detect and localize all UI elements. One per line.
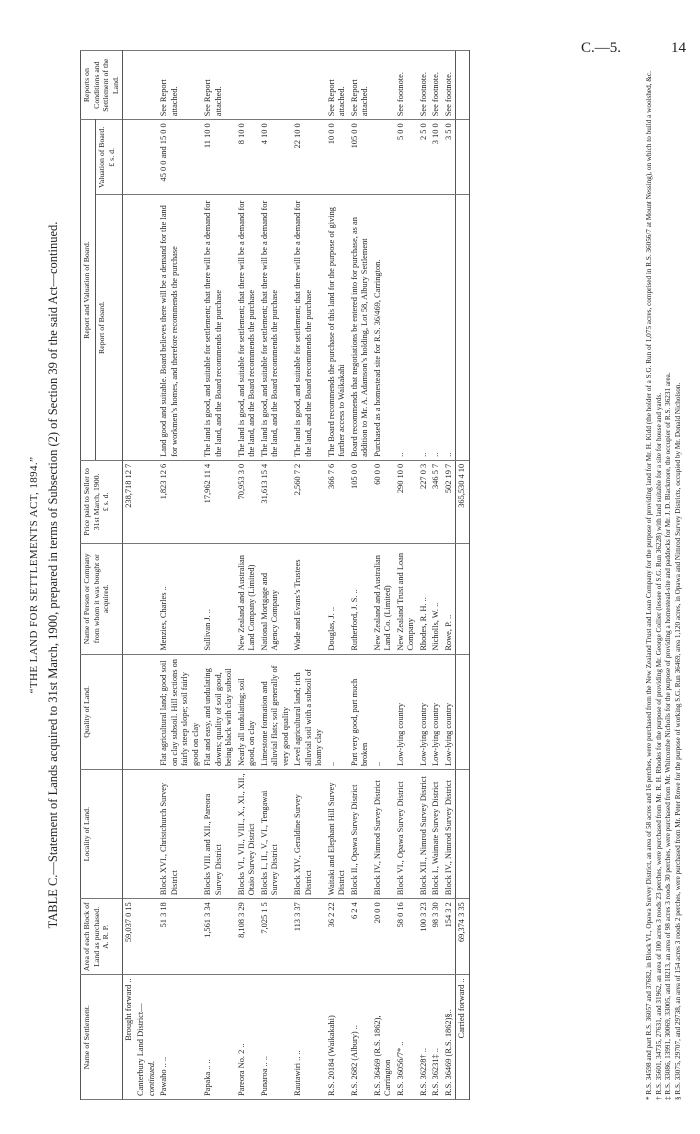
section-heading-row [135,51,158,1100]
table-row [372,51,395,1100]
area-cell: 51 3 18 [158,899,202,975]
valuation-cell: 3 5 0 [443,120,456,195]
price-cell: 105 0 0 [349,460,372,543]
footnote: * R.S. 34598 and part R.S. 36057 and 37682, in Block VI., Opawa Survey District, an area of 58 acres and 16 perches, were purchased from the New Zealand Trust and Loan Company for the purpose of providing land for Mr. H. Kidd (the holder of a S.G. Run of 1,075 acres, comprised in R.S. 36056/7 at Mount Nessing), on which to build a woolshed, &c. [645,71,653,1100]
price-cell: 17,962 11 4 [202,460,236,543]
area-units: A. R. P. [101,924,111,949]
quality-cell: Low-lying country [418,654,431,769]
carried-forward-area: 69,374 3 35 [456,899,470,975]
table-row [202,51,236,1100]
quality-cell: Limestone formation and alluvial flats; soil generally of very good quality [259,654,293,769]
col-header-valuation: Valuation of Board. £ s. d. [96,120,123,195]
report-cell: Board recommends that negotiations be entered into for purchase, as an addition to Mr. A. Adamson’s holding, Lot 58, Albury Settlement [349,195,372,460]
locality-cell: Block IV., Nimrod Survey District [372,770,395,899]
valuation-cell: 2 5 0 [418,120,431,195]
valuation-cell: 8 10 0 [236,120,259,195]
document-code: C.—5. [581,40,622,56]
valuation-cell: 105 0 0 [349,120,372,195]
conditions-cell: See Report attached. [349,51,372,120]
footnote: ‡ R.S. 33086, 13991, 30069, 33005, and 18213, an area of 98 acres 3 roods 30 perches, were purchased from Mr. Whitcombe Nicholls for the purpose of providing a homestead-site and paddocks for Mr. J. D. Blackmore, the occupier of R.S. 36231 area. [664,372,673,1100]
report-cell: Land good and suitable. Board believes there will be a demand for the land for workmen’s homes, and therefore recommends the purchase [158,195,202,460]
report-cell: The land is good, and suitable for settlement; that there will be a demand for the land, and the Board recommends the purchase [202,195,236,460]
conditions-cell [372,51,395,120]
seller-cell: Douglas, J. .. [326,543,349,654]
locality-cell: Block IV., Nimrod Survey District [443,770,456,899]
table-row [349,51,372,1100]
price-cell: 2,560 7 2 [292,460,326,543]
col-header-report-group: Report and Valuation of Board. [81,120,96,461]
col-header-area: Area of each Block of Land as purchased. A. R. P. [81,899,123,975]
col-header-price: Price paid to Seller to 31st March, 1900. £ s. d. [81,460,123,543]
quality-cell: Part very good, part much broken [349,654,372,769]
table-row [236,51,259,1100]
col-header-report: Report of Board. [96,195,123,460]
price-cell: 1,823 12 6 [158,460,202,543]
report-cell: Purchased as a homestead site for R.S. 36/469, Carrington. [372,195,395,460]
area-cell: 113 3 37 [292,899,326,975]
locality-cell: Waitaki and Elephant Hill Survey District [326,770,349,899]
brought-forward-area: 59,037 0 15 [122,899,135,975]
quality-cell: Low-lying country [430,654,443,769]
price-cell: 70,953 3 0 [236,460,259,543]
conditions-cell: See Report attached. [326,51,349,120]
quality-cell: Nearly all undulating; soil good, on clay [236,654,259,769]
table-row [292,51,326,1100]
settlement-name: R.S. 36056/7* .. [395,975,418,1100]
conditions-cell: See Report attached. [158,51,202,120]
price-cell: 227 0 3 [418,460,431,543]
report-cell: The land is good, and suitable for settlement; that there will be a demand for the land, and the Board recommends the purchase [259,195,293,460]
quality-cell: .. [372,654,395,769]
locality-cell: Block II., Opawa Survey District [349,770,372,899]
valuation-cell: 45 0 0 and 15 0 0 [158,120,202,195]
locality-cell: Block XIV., Geraldine Survey District [292,770,326,899]
settlement-name: Pareora No. 2 .. [236,975,259,1100]
quality-cell: Low-lying country [443,654,456,769]
report-cell: The land is good, and suitable for settlement; that there will be a demand for the land, and the Board recommends the purchase [292,195,326,460]
carried-forward-label: Carried forward .. [456,975,470,1100]
col-header-quality: Quality of Land. [81,654,123,769]
col-header-locality: Locality of Land. [81,770,123,899]
locality-cell: Block XII., Nimrod Survey District [418,770,431,899]
col-header-conditions: Reports on Conditions and Settlement of the Land. [81,51,123,120]
quality-cell: Flat agricultural land; good soil on clay subsoil. Hill sections on fairly steep slope; soil fairly good on clay [158,654,202,769]
table-row [158,51,202,1100]
seller-cell: New Zealand Trust and Loan Company [395,543,418,654]
report-cell: The land is good, and suitable for settlement; that there will be a demand for the land, and the Board recommends the purchase [236,195,259,460]
seller-cell: New Zealand and Australian Land Company (Limited) [236,543,259,654]
col-header-seller: Name of Person or Company from whom it was bought or acquired. [81,543,123,654]
seller-cell: Sullivan J. .. [202,543,236,654]
locality-cell: Blocks I., II., V., VI., Tengawai Survey District [259,770,293,899]
conditions-cell: See footnote. [443,51,456,120]
conditions-cell [259,51,293,120]
table-title: TABLE C.—Statement of Lands acquired to 31st March, 1900, prepared in terms of Subsection (2) of Section 39 of the said Act—continued. [46,221,60,929]
quality-cell: Level agricultural land; rich alluvial soil with a subsoil of loamy clay [292,654,326,769]
settlement-name: R.S. 2682 (Albury) .. [349,975,372,1100]
area-cell: 6 2 4 [349,899,372,975]
table-row [259,51,293,1100]
col-header-name: Name of Settlement. [81,975,123,1100]
settlement-name: R.S. 36228† .. [418,975,431,1100]
price-cell: 60 0 0 [372,460,395,543]
settlement-name: Rautawiri .. .. [292,975,326,1100]
locality-cell: Block VI., Opawa Survey District [395,770,418,899]
quality-cell: .. [326,654,349,769]
price-cell: 290 10 0 [395,460,418,543]
valuation-cell: 5 0 0 [395,120,418,195]
act-title: “THE LAND FOR SETTLEMENTS ACT, 1894.” [28,456,40,694]
report-cell: .. [443,195,456,460]
seller-cell: Menzies, Charles .. [158,543,202,654]
area-cell: 7,025 1 5 [259,899,293,975]
carried-forward-price: 365,530 4 10 [456,460,470,543]
area-cell: 100 3 23 [418,899,431,975]
settlement-name: R.S. 36469 (R.S. 1862)§.. [443,975,456,1100]
quality-cell: Flat and easy, and undulating downs; quality of soil good, being black with clay subsoil [202,654,236,769]
area-cell: 98 3 30 [430,899,443,975]
carried-forward-row [456,51,470,1100]
footnotes [645,50,684,1100]
seller-cell: Rutherford, J. S. .. [349,543,372,654]
price-cell: 346 5 7 [430,460,443,543]
valuation-cell: 11 10 0 [202,120,236,195]
locality-cell: Block XVI., Christchurch Survey District [158,770,202,899]
locality-cell: Blocks VIII. and XII., Pareora Survey District [202,770,236,899]
price-cell: 31,613 15 4 [259,460,293,543]
report-cell: .. [395,195,418,460]
seller-cell: Nicholls, W. .. [430,543,443,654]
valuation-cell: 4 10 0 [259,120,293,195]
valuation-units: £ s. d. [106,148,116,167]
seller-cell: Rhodes, R. H. .. [418,543,431,654]
seller-cell: Wade and Evans’s Trustees [292,543,326,654]
table-row [443,51,456,1100]
report-cell: .. [430,195,443,460]
report-cell: The Board recommends the purchase of this land for the purpose of giving further access to Waikakahi [326,195,349,460]
locality-cell: Block I., Waimate Survey District [430,770,443,899]
settlement-name: Pawaho .. .. [158,975,202,1100]
section-continued: continued. [146,1060,156,1096]
conditions-cell [236,51,259,120]
table-row [326,51,349,1100]
settlement-name: Punaroa .. .. [259,975,293,1100]
seller-cell: Rowe, P. .. [443,543,456,654]
price-units: £ s. d. [101,492,111,512]
brought-forward-label: Brought forward .. [122,975,135,1100]
conditions-cell: See footnote. [430,51,443,120]
footnote: § R.S. 33075, 29707, and 29738, an area of 154 acres 3 roods 2 perches, were purchased from Mr. Peter Rowe for the purpose of working S.G. Run 36469, area 1,120 acres, in Opawa and Nimrod Survey Districts, occupied by Mr. Donald Nicholson. [674,382,683,1100]
area-cell: 8,108 3 29 [236,899,259,975]
conditions-cell: See footnote. [395,51,418,120]
footnote: † R.S. 35601, 34735, 27631, and 31962, an area of 100 acres 3 roods 23 perches, were purchased from Mr. R. H. Rhodes for the purpose of providing Mr. George Collier (lessee of S.G. Run 36228) with land suitable for a site for house and yards. [654,392,663,1100]
table-row [395,51,418,1100]
valuation-cell [372,120,395,195]
seller-cell: National Mortgage and Agency Company [259,543,293,654]
brought-forward-price: 238,718 12 7 [122,460,135,543]
area-cell: 154 3 2 [443,899,456,975]
valuation-cell: 22 10 0 [292,120,326,195]
price-cell: 366 7 6 [326,460,349,543]
brought-forward-row [122,51,135,1100]
settlement-name: R.S. 20184 (Waikakahi) [326,975,349,1100]
valuation-cell: 10 0 0 [326,120,349,195]
page-number: 14 [671,40,686,56]
conditions-cell: See Report attached. [202,51,236,120]
table-row [418,51,431,1100]
conditions-cell: See footnote. [418,51,431,120]
quality-cell: Low-lying country [395,654,418,769]
seller-cell: New Zealand and Australian Land Co. (Limited) [372,543,395,654]
section-heading: Canterbury Land District— [136,1003,146,1096]
valuation-cell: 3 10 0 [430,120,443,195]
settlement-name: R.S. 36231‡ .. [430,975,443,1100]
rotated-table-sheet [20,50,700,1100]
area-cell: 1,561 3 34 [202,899,236,975]
area-cell: 20 0 0 [372,899,395,975]
price-cell: 502 19 7 [443,460,456,543]
settlement-name: Papaka .. .. [202,975,236,1100]
locality-cell: Blocks VI., VII., VIII., X., XI., XII., Otaio Survey District [236,770,259,899]
conditions-cell [292,51,326,120]
lands-acquired-table [80,50,470,1100]
area-cell: 36 2 22 [326,899,349,975]
area-cell: 58 0 16 [395,899,418,975]
table-row [430,51,443,1100]
report-cell: .. [418,195,431,460]
settlement-name: R.S. 36469 (R.S. 1862), Carrington [372,975,395,1100]
